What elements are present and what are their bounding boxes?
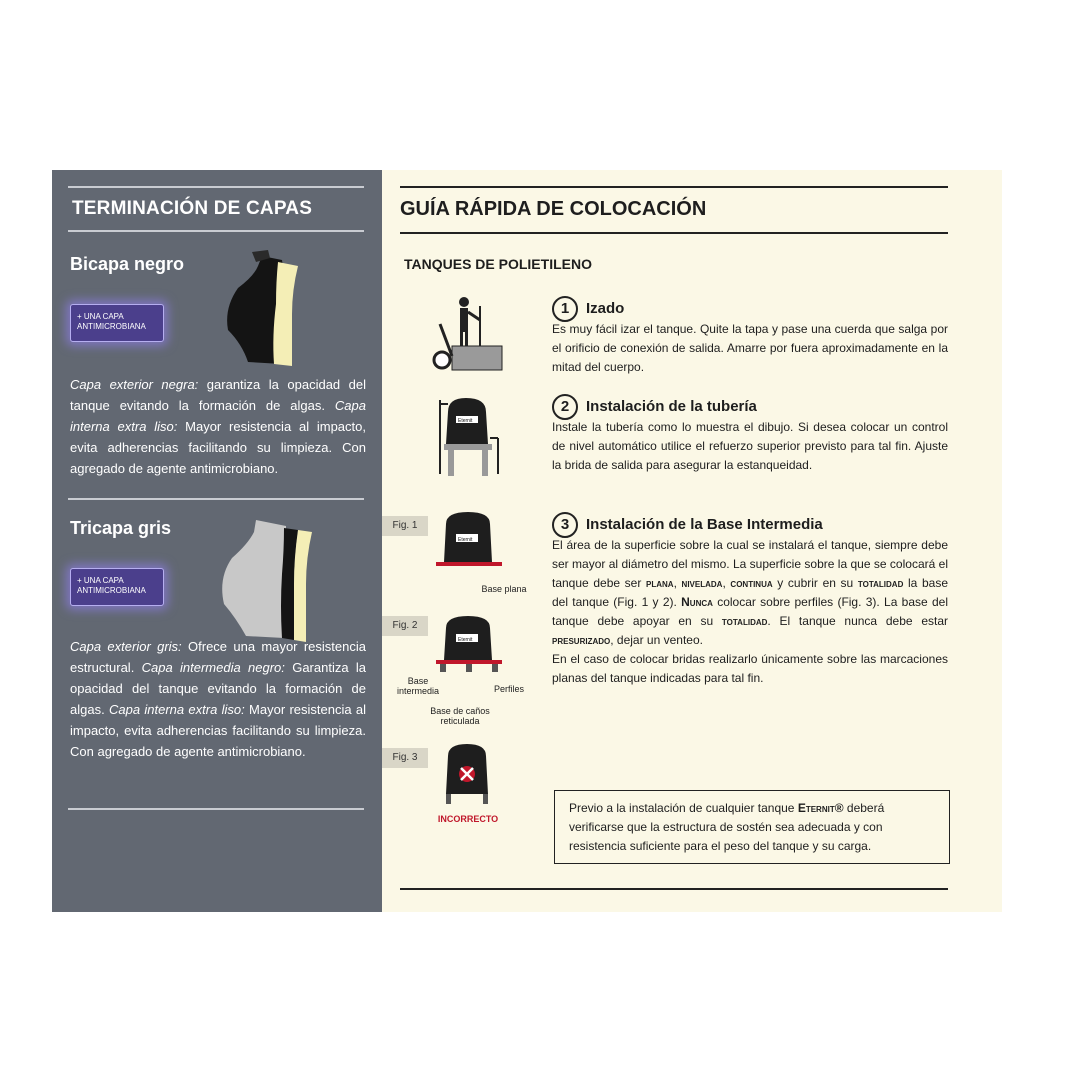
text-interior: Mayor resistencia al impacto, evita adherencias facilitando su limpieza. Con agregado de agente antimicrobiano. <box>70 702 366 759</box>
step-1-body: Es muy fácil izar el tanque. Quite la tapa y pase una cuerda que salga por el orificio de conexión de salida. Amarre por fuera aproximadamente en la mitad del cuerpo. <box>552 322 948 374</box>
text-segment: El área de la superficie sobre la cual se instalará el tanque, siempre debe ser mayor al diámetro del mismo. La superficie sobre la que se colocará el tanque debe ser <box>552 538 948 590</box>
figure-1-tag: Fig. 1 <box>382 516 428 536</box>
step-2-body: Instale la tubería como lo muestra el dibujo. Si desea colocar un control de nivel automático utilice el refuerzo superior previsto para tal fin. Ajuste la brida de salida para asegurar la estanqueidad. <box>552 420 948 472</box>
figure-2-tag: Fig. 2 <box>382 616 428 636</box>
label-line: intermedia <box>396 686 440 696</box>
base-canos-label <box>420 706 500 726</box>
figure-1-tank <box>434 510 504 570</box>
base-intermedia-label <box>388 676 448 696</box>
label-line: Base <box>407 676 429 686</box>
perfiles-label: Perfiles <box>493 684 524 694</box>
eternit-notice <box>554 790 950 864</box>
step-1-title <box>552 296 624 322</box>
divider <box>400 232 948 234</box>
tricapa-layers-illustration <box>212 514 322 642</box>
text-segment: colocar sobre perfiles (Fig. 3). La base del tanque debe apoyar en su <box>552 595 948 628</box>
antimicrobial-badge <box>70 568 164 606</box>
emphasis: presurizado <box>552 633 611 647</box>
text-segment: y cubrir en su <box>772 576 858 590</box>
badge-line: + UNA CAPA <box>77 576 124 585</box>
hoisting-illustration <box>432 294 508 376</box>
notice-text: Previo a la instalación de cualquier tanque <box>569 801 798 815</box>
divider <box>68 808 364 810</box>
tank-logo: Eternit <box>458 537 473 543</box>
label-exterior: Capa exterior gris: <box>70 639 182 654</box>
bicapa-title: Bicapa negro <box>70 254 185 274</box>
step-2-title <box>552 394 757 420</box>
text-interior: Mayor resistencia al impacto, evita adherencias facilitando su limpieza. Con agregado de agente antimicrobiano. <box>70 419 366 476</box>
badge-line: ANTIMICROBIANA <box>77 322 146 331</box>
base-plana-label: Base plana <box>481 584 527 594</box>
step-title-text: Instalación de la tubería <box>586 397 757 415</box>
tank-on-stand-illustration <box>434 394 504 482</box>
step-title-text: Instalación de la Base Intermedia <box>586 515 823 533</box>
divider <box>68 498 364 500</box>
step-number: 3 <box>552 512 578 538</box>
label-intermediate: Capa intermedia negro: <box>141 660 285 675</box>
layer-finish-panel <box>52 170 382 912</box>
label-interior: Capa interna extra liso: <box>70 398 366 434</box>
incorrect-label: INCORRECTO <box>437 814 499 824</box>
emphasis: Nunca <box>681 595 713 609</box>
divider <box>68 230 364 232</box>
panel-heading: TERMINACIÓN DE CAPAS <box>72 198 313 219</box>
bicapa-layers-illustration <box>212 244 312 370</box>
tricapa-description <box>70 636 366 762</box>
emphasis: continua <box>730 576 773 590</box>
emphasis: totalidad <box>857 576 904 590</box>
brand-name: Eternit® <box>797 801 844 815</box>
divider <box>68 186 364 188</box>
step-number: 2 <box>552 394 578 420</box>
emphasis: plana <box>646 576 674 590</box>
text-segment: . El tanque nunca debe estar <box>767 614 948 628</box>
step-number: 1 <box>552 296 578 322</box>
figure-2-tank <box>434 614 504 684</box>
text-exterior: Ofrece una mayor resistencia estructural. <box>70 639 366 675</box>
step-3-note: En el caso de colocar bridas realizarlo únicamente sobre las marcaciones planas del tanque indicadas para tal fin. <box>552 652 948 685</box>
text-intermediate: Garantiza la opacidad del tanque evitando la formación de algas. <box>70 660 366 717</box>
label-interior: Capa interna extra liso: <box>109 702 245 717</box>
badge-line: ANTIMICROBIANA <box>77 586 146 595</box>
step-3-body <box>552 536 948 688</box>
guide-subheading: TANQUES DE POLIETILENO <box>404 256 592 272</box>
text-segment: , <box>722 576 731 590</box>
figure-3-incorrect-tank <box>440 742 494 806</box>
badge-line: + UNA CAPA <box>77 312 124 321</box>
step-3-title <box>552 512 823 538</box>
bicapa-description <box>70 374 366 479</box>
text-segment: , <box>673 576 682 590</box>
installation-guide-panel <box>382 170 1002 912</box>
label-exterior: Capa exterior negra: <box>70 377 199 392</box>
text-segment: , dejar un venteo. <box>610 633 703 647</box>
tank-logo: Eternit <box>458 637 473 643</box>
figure-3-tag: Fig. 3 <box>382 748 428 768</box>
antimicrobial-badge <box>70 304 164 342</box>
text-segment: la base del tanque (Fig. 1 y 2). <box>552 576 949 609</box>
label-line: Base de caños <box>430 706 490 716</box>
emphasis: nivelada <box>681 576 723 590</box>
label-line: reticulada <box>440 716 480 726</box>
guide-heading: GUÍA RÁPIDA DE COLOCACIÓN <box>400 198 707 220</box>
divider <box>400 186 948 188</box>
text-exterior: garantiza la opacidad del tanque evitando la formación de algas. <box>70 377 366 413</box>
notice-text: deberá verificarse que la estructura de sostén sea adecuada y con resistencia suficiente para el peso del tanque y su carga. <box>569 801 885 853</box>
divider <box>400 888 948 890</box>
tank-logo: Eternit <box>458 418 473 424</box>
tricapa-title: Tricapa gris <box>70 518 172 538</box>
step-title-text: Izado <box>586 299 625 317</box>
emphasis: totalidad <box>721 614 768 628</box>
